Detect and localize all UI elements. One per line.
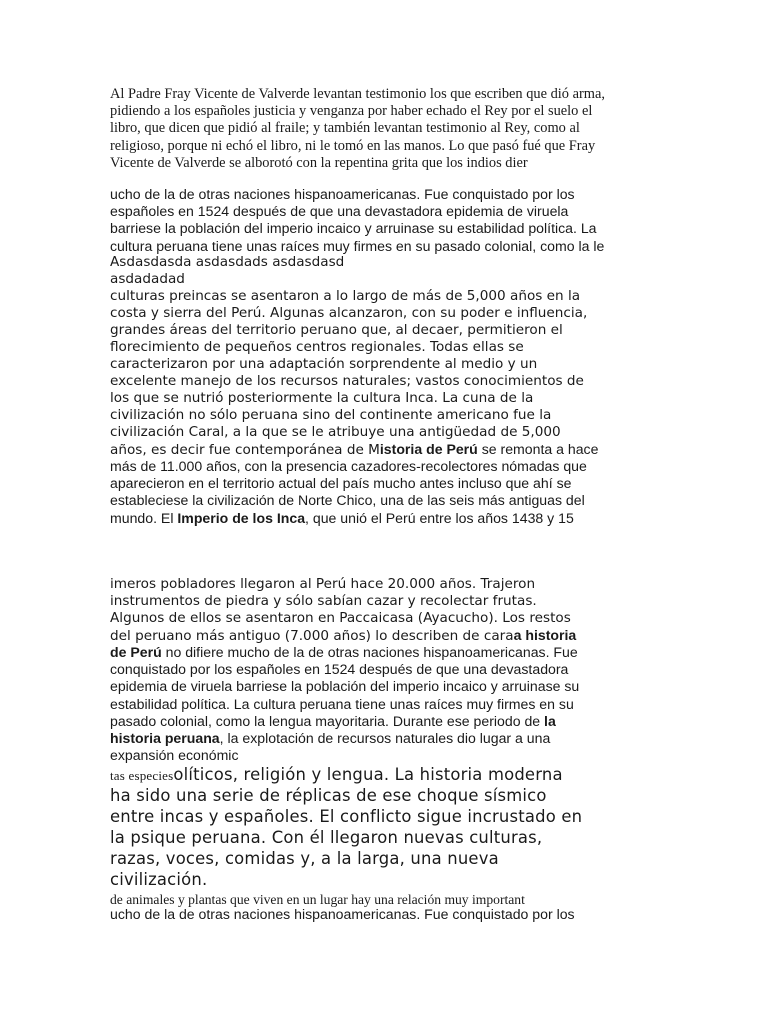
text-line: epidemia de viruela barriese la población del imperio incaico y arruinase su [110,678,580,695]
paragraph-first-settlers [110,576,662,645]
text-line: cultura peruana tiene unas raíces muy firmes en su pasado colonial, como la le [110,237,605,254]
text-line: instrumentos de piedra y sólo sabían cazar y recolectar frutas. [110,593,537,609]
text-line: Asdasdasda asdasdads asdasdasd [110,254,345,270]
text-line [110,764,662,785]
text-line: Al Padre Fray Vicente de Valverde levantan testimonio los que escriben que dió arma, [110,86,605,102]
text-line: costa y sierra del Perú. Algunas alcanzaron, con su poder e influencia, [110,305,588,321]
text-line: más de 11.000 años, con la presencia cazadores-recolectores nómadas que [110,458,587,474]
text-fragment: , que unió el Perú entre los años 1438 y 15 [305,509,574,526]
text-fragment: se remonta a hace [477,441,599,457]
bold-fragment: Imperio de los Inca [177,509,306,526]
text-line: estableciese la civilización de Norte Chico, una de las seis más antiguas del [110,492,585,509]
paragraph-preinca [110,254,662,459]
text-line: excelente manejo de los recursos naturales; vastos conocimientos de [110,373,584,389]
text-fragment: olíticos, religión y lengua. La historia moderna [173,765,563,784]
bold-fragment: a historia [513,627,577,643]
text-line: imeros pobladores llegaron al Perú hace 20.000 años. Trajeron [110,576,536,592]
text-line: Algunos de ellos se asentaron en Paccaicasa (Ayacucho). Los restos [110,610,571,626]
text-line: ha sido una serie de réplicas de ese choque sísmico [110,786,547,805]
text-line [110,644,662,661]
text-line: estabilidad política. La cultura peruana tiene unas raíces muy firmes en su [110,695,574,712]
text-line: ucho de la de otras naciones hispanoamericanas. Fue conquistado por los [110,906,575,922]
text-line: la psique peruana. Con él llegaron nuevas culturas, [110,828,543,847]
text-line: civilización Caral, a la que se le atribuye una antigüedad de 5,000 [110,424,561,440]
text-line: aparecieron en el territorio actual del país mucho antes incluso que ahí se [110,475,572,492]
text-fragment: mundo. El [110,509,178,526]
text-line: ucho de la de otras naciones hispanoamericanas. Fue conquistado por los [110,186,575,202]
text-line: expansión económic [110,747,239,764]
text-line: civilización. [110,870,208,889]
bold-fragment: de Perú [110,644,162,660]
text-line: religioso, porque ni echó el libro, ni le tomó en las manos. Lo que pasó fué que Fray [110,137,596,154]
text-line: entre incas y españoles. El conflicto sigue incrustado en [110,807,583,826]
text-fragment: no difiere mucho de la de otras naciones hispanoamericanas. Fue [161,644,578,660]
bold-heading-fragment: istoria de Perú [379,441,478,457]
text-fragment: del peruano más antiguo (7.000 años) lo describen de cara [110,628,514,644]
text-line: Vicente de Valverde se alborotó con la repentina grita que los indios dier [110,154,528,171]
text-fragment: tas especies [110,768,174,783]
paragraph-valverde [110,86,662,172]
text-line [110,713,662,730]
text-line: grandes áreas del territorio peruano que, al decaer, permitieron el [110,322,563,338]
text-line: pidiendo a los españoles justicia y venganza por haber echado el Rey por el suelo el [110,103,593,120]
text-line: los que se nutrió posteriormente la cultura Inca. La cuna de la [110,390,534,406]
text-line [110,510,662,527]
bold-fragment: historia peruana [110,730,220,747]
text-fragment: , la explotación de recursos naturales dio lugar a una [219,730,551,747]
paragraph-conquest [110,186,662,255]
text-line: libro, que dicen que pidió al fraile; y también levantan testimonio al Rey, como al [110,120,580,137]
mixed-line [110,441,662,459]
text-line: culturas preincas se asentaron a lo largo de más de 5,000 años en la [110,288,581,304]
text-line: conquistado por los españoles en 1524 después de que una devastadora [110,661,569,678]
text-fragment: años, es decir fue contemporánea de M [110,442,380,458]
text-line: florecimiento de pequeños centros regionales. Todas ellas se [110,339,524,355]
paragraph-history [110,458,662,527]
paragraph-peru-history [110,644,662,764]
paragraph-modern-history [110,764,662,890]
mixed-line [110,627,662,645]
bold-fragment: la [544,712,556,729]
text-line: barriese la población del imperio incaico y arruinase su estabilidad política. La [110,220,597,237]
text-line [110,730,662,747]
text-line: de animales y plantas que viven en un lugar hay una relación muy important [110,892,525,907]
text-line: civilización no sólo peruana sino del continente americano fue la [110,407,552,423]
text-line: razas, voces, comidas y, a la larga, una nueva [110,849,499,868]
text-line: caracterizaron por una adaptación sorprendente al medio y un [110,356,538,372]
paragraph-tail [110,906,662,923]
text-line: asdadadad [110,271,185,287]
text-line: españoles en 1524 después de que una devastadora epidemia de viruela [110,203,569,220]
text-fragment: pasado colonial, como la lengua mayoritaria. Durante ese periodo de [110,712,545,729]
